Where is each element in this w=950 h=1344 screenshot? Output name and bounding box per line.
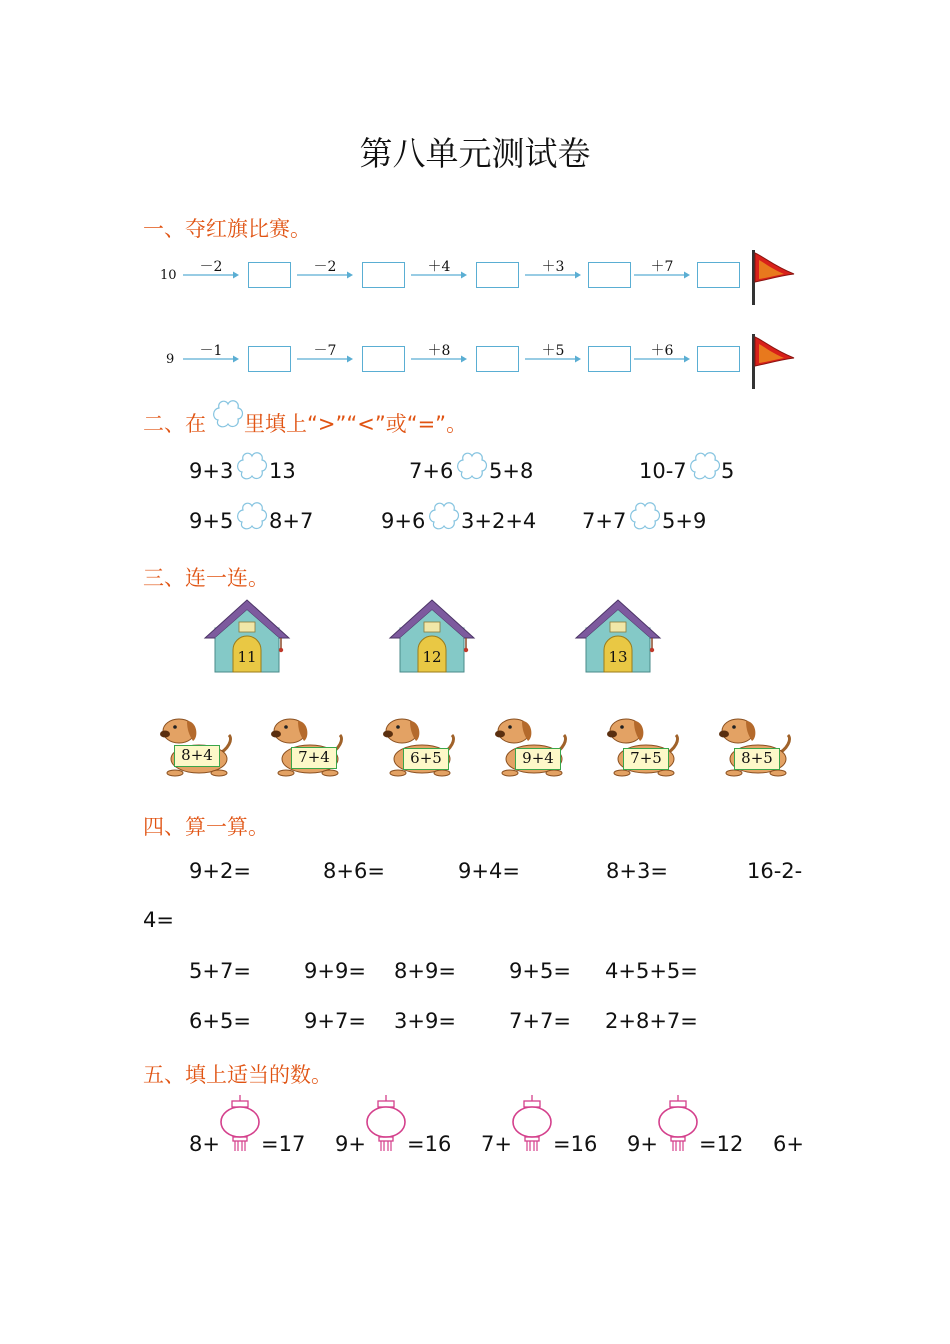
operation-label: ＋8 — [427, 343, 451, 359]
answer-box[interactable] — [362, 346, 405, 372]
calc-item: 7+7= — [509, 1009, 571, 1033]
dog-card: 6+5 — [403, 748, 449, 770]
fill-tail: 6+ — [773, 1132, 804, 1156]
fill-right: =16 — [553, 1132, 598, 1156]
lantern-icon[interactable] — [511, 1095, 553, 1153]
house-number: 11 — [237, 648, 257, 666]
arrow-icon — [634, 270, 690, 280]
operation-label: ＋3 — [541, 259, 565, 275]
fill-left: 9+ — [335, 1132, 366, 1156]
dog-card: 7+4 — [291, 747, 337, 769]
arrow-icon — [297, 354, 353, 364]
calc-item: 8+3= — [606, 859, 668, 883]
calc-item: 4+5+5= — [605, 959, 698, 983]
answer-box[interactable] — [248, 346, 291, 372]
answer-box[interactable] — [588, 262, 631, 288]
start-number: 10 — [160, 268, 177, 283]
arrow-icon — [525, 270, 581, 280]
section-5-heading: 五、填上适当的数。 — [143, 1063, 332, 1087]
arrow-icon — [183, 354, 239, 364]
section-3-heading: 三、连一连。 — [143, 566, 269, 590]
calc-item: 9+9= — [304, 959, 366, 983]
calc-item: 8+6= — [323, 859, 385, 883]
compare-left: 9+6 — [381, 509, 426, 533]
fill-right: =12 — [699, 1132, 744, 1156]
cloud-icon[interactable] — [688, 450, 722, 482]
page-title: 第八单元测试卷 — [359, 134, 591, 173]
house-number: 12 — [422, 648, 442, 666]
section-1-heading: 一、夺红旗比赛。 — [143, 217, 311, 241]
calc-item-wrap: 4= — [143, 908, 174, 932]
operation-label: －2 — [313, 259, 337, 275]
calc-item: 9+5= — [509, 959, 571, 983]
house-number: 13 — [608, 648, 628, 666]
red-flag-icon — [750, 332, 798, 390]
calc-item: 5+7= — [189, 959, 251, 983]
answer-box[interactable] — [697, 346, 740, 372]
cloud-icon[interactable] — [235, 450, 269, 482]
dog-card: 9+4 — [515, 748, 561, 770]
calc-item: 6+5= — [189, 1009, 251, 1033]
red-flag-icon — [750, 248, 798, 306]
cloud-icon[interactable] — [628, 500, 662, 532]
compare-left: 9+5 — [189, 509, 234, 533]
arrow-icon — [183, 270, 239, 280]
fill-left: 7+ — [481, 1132, 512, 1156]
calc-item: 16-2- — [747, 859, 803, 883]
fill-right: =16 — [407, 1132, 452, 1156]
start-number: 9 — [166, 352, 175, 367]
calc-item: 9+2= — [189, 859, 251, 883]
arrow-icon — [297, 270, 353, 280]
cloud-icon[interactable] — [427, 500, 461, 532]
operation-label: ＋6 — [650, 343, 674, 359]
section-4-heading: 四、算一算。 — [143, 815, 269, 839]
dog-card: 7+5 — [623, 748, 669, 770]
compare-left: 10-7 — [639, 459, 687, 483]
compare-left: 7+7 — [582, 509, 627, 533]
calc-item: 2+8+7= — [605, 1009, 698, 1033]
compare-left: 7+6 — [409, 459, 454, 483]
cloud-icon — [211, 398, 245, 430]
calc-item: 3+9= — [394, 1009, 456, 1033]
compare-right: 5 — [721, 459, 735, 483]
arrow-icon — [411, 270, 467, 280]
arrow-icon — [634, 354, 690, 364]
cloud-icon[interactable] — [455, 450, 489, 482]
operation-label: ＋4 — [427, 259, 451, 275]
calc-item: 9+4= — [458, 859, 520, 883]
operation-label: ＋7 — [650, 259, 674, 275]
answer-box[interactable] — [588, 346, 631, 372]
answer-box[interactable] — [248, 262, 291, 288]
compare-right: 8+7 — [269, 509, 314, 533]
section-2-heading-prefix: 二、在 — [143, 412, 206, 436]
compare-left: 9+3 — [189, 459, 234, 483]
dog-card: 8+5 — [734, 748, 780, 770]
lantern-icon[interactable] — [219, 1095, 261, 1153]
compare-right: 3+2+4 — [461, 509, 537, 533]
answer-box[interactable] — [697, 262, 740, 288]
compare-right: 5+9 — [662, 509, 707, 533]
answer-box[interactable] — [476, 262, 519, 288]
section-2-heading-suffix: 里填上“>”“<”或“=”。 — [244, 412, 468, 436]
answer-box[interactable] — [362, 262, 405, 288]
calc-item: 9+7= — [304, 1009, 366, 1033]
operation-label: －7 — [313, 343, 337, 359]
operation-label: －1 — [199, 343, 223, 359]
fill-left: 8+ — [189, 1132, 220, 1156]
operation-label: ＋5 — [541, 343, 565, 359]
calc-item: 8+9= — [394, 959, 456, 983]
fill-left: 9+ — [627, 1132, 658, 1156]
compare-right: 13 — [269, 459, 296, 483]
dog-card: 8+4 — [174, 745, 220, 767]
operation-label: －2 — [199, 259, 223, 275]
compare-right: 5+8 — [489, 459, 534, 483]
fill-right: =17 — [261, 1132, 306, 1156]
arrow-icon — [525, 354, 581, 364]
cloud-icon[interactable] — [235, 500, 269, 532]
answer-box[interactable] — [476, 346, 519, 372]
lantern-icon[interactable] — [365, 1095, 407, 1153]
arrow-icon — [411, 354, 467, 364]
lantern-icon[interactable] — [657, 1095, 699, 1153]
